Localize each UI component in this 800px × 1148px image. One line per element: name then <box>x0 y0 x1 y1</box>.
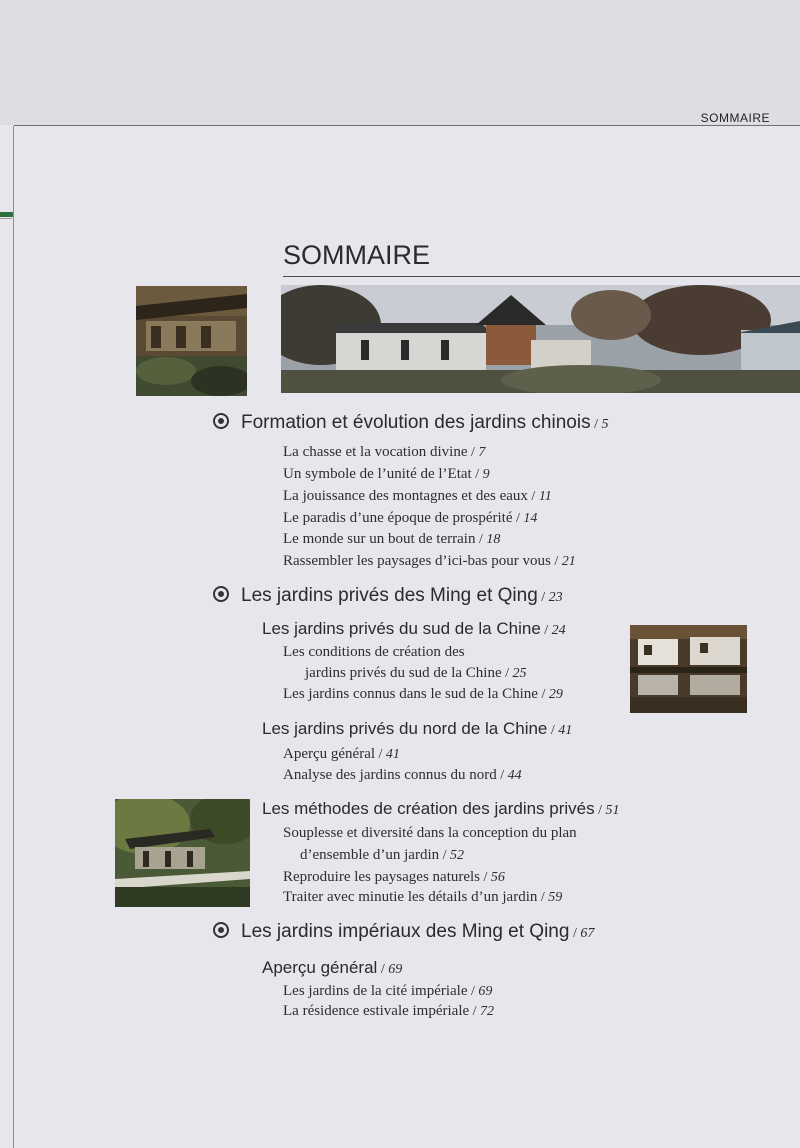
green-margin-mark <box>0 212 13 217</box>
subsection-heading <box>262 799 620 819</box>
separator: / <box>569 926 581 941</box>
separator: / <box>540 623 552 638</box>
left-margin-rule <box>13 126 14 1148</box>
entry-title-line2: jardins privés du sud de la Chine <box>305 665 502 681</box>
left-tick-rule <box>0 218 12 219</box>
separator: / <box>550 554 562 569</box>
entry-title: Les jardins connus dans le sud de la Chine <box>283 686 538 702</box>
page-number: 9 <box>482 467 490 482</box>
separator: / <box>537 590 549 605</box>
toc-entry <box>283 869 505 886</box>
entry-title: La chasse et la vocation divine <box>283 444 468 460</box>
photo-pavilion-corridor <box>136 286 247 396</box>
toc-entry <box>283 466 490 483</box>
page-number: 59 <box>548 890 563 905</box>
section-title: Les jardins impériaux des Ming et Qing <box>241 921 570 942</box>
separator: / <box>594 803 606 818</box>
subsection-heading <box>262 958 402 978</box>
separator: / <box>512 511 524 526</box>
page-number: 72 <box>480 1004 495 1019</box>
running-header: SOMMAIRE <box>700 111 770 125</box>
page-number: 29 <box>548 687 563 702</box>
separator: / <box>469 1004 481 1019</box>
header-rule <box>14 125 800 126</box>
subsection-heading <box>262 619 566 639</box>
entry-title: Un symbole de l’unité de l’Etat <box>283 466 472 482</box>
page-number: 14 <box>523 511 538 526</box>
toc-entry <box>283 1003 494 1020</box>
toc-entry <box>283 686 563 703</box>
photo-garden-gallery <box>115 799 250 907</box>
separator: / <box>375 747 386 762</box>
separator: / <box>467 445 479 460</box>
title-rule <box>283 276 800 277</box>
entry-title: Analyse des jardins connus du nord <box>283 767 497 783</box>
section-title: Les jardins privés des Ming et Qing <box>241 585 538 606</box>
entry-title: Aperçu général <box>283 746 376 762</box>
section-heading <box>213 585 563 607</box>
page-number: 52 <box>450 848 465 863</box>
entry-title-line1: Les conditions de création des <box>283 644 465 660</box>
toc-entry <box>283 531 500 548</box>
toc-entry <box>283 889 562 906</box>
entry-title: Traiter avec minutie les détails d’un jardin <box>283 889 538 905</box>
toc-entry <box>283 644 465 661</box>
separator: / <box>496 768 508 783</box>
subsection-title: Les méthodes de création des jardins privés <box>262 799 595 818</box>
separator: / <box>467 984 479 999</box>
page-number: 23 <box>548 590 563 605</box>
page-number: 11 <box>538 489 552 504</box>
entry-title: Le paradis d’une époque de prospérité <box>283 510 513 526</box>
separator: / <box>537 687 549 702</box>
separator: / <box>527 489 539 504</box>
page-title: SOMMAIRE <box>283 240 431 270</box>
subsection-title: Aperçu général <box>262 958 378 977</box>
toc-entry <box>283 488 552 505</box>
separator: / <box>590 417 602 432</box>
subsection-title: Les jardins privés du sud de la Chine <box>262 619 541 638</box>
page-number: 41 <box>385 747 400 762</box>
subsection-title: Les jardins privés du nord de la Chine <box>262 719 548 738</box>
toc-entry <box>300 847 464 864</box>
toc-entry <box>283 825 577 842</box>
entry-title: Rassembler les paysages d’ici-bas pour vous <box>283 553 551 569</box>
page-top-band <box>0 0 800 125</box>
separator: / <box>475 532 487 547</box>
entry-title: La jouissance des montagnes et des eaux <box>283 488 528 504</box>
page-number: 21 <box>561 554 576 569</box>
toc-entry <box>305 665 527 682</box>
separator: / <box>537 890 549 905</box>
page-number: 56 <box>490 870 505 885</box>
page-number: 69 <box>388 962 403 977</box>
page-number: 25 <box>512 666 527 681</box>
separator: / <box>471 467 483 482</box>
page-number: 24 <box>551 623 566 638</box>
entry-title: Le monde sur un bout de terrain <box>283 531 476 547</box>
double-circle-bullet-icon <box>213 413 229 429</box>
page-number: 5 <box>601 417 609 432</box>
entry-title-line2: d’ensemble d’un jardin <box>300 847 440 863</box>
toc-entry <box>283 746 400 763</box>
page-number: 41 <box>558 723 573 738</box>
section-title: Formation et évolution des jardins chinois <box>241 412 591 433</box>
page-number: 18 <box>486 532 501 547</box>
separator: / <box>480 870 491 885</box>
subsection-heading <box>262 719 572 739</box>
page-number: 67 <box>580 926 595 941</box>
separator: / <box>501 666 513 681</box>
double-circle-bullet-icon <box>213 586 229 602</box>
toc-entry <box>283 510 537 527</box>
page-number: 69 <box>478 984 493 999</box>
entry-title: Reproduire les paysages naturels <box>283 869 481 885</box>
toc-entry <box>283 444 485 461</box>
entry-title-line1: Souplesse et diversité dans la conception du plan <box>283 825 577 841</box>
toc-entry <box>283 553 576 570</box>
entry-title: La résidence estivale impériale <box>283 1003 470 1019</box>
photo-garden-panorama <box>281 285 800 393</box>
double-circle-bullet-icon <box>213 922 229 938</box>
toc-entry <box>283 767 522 784</box>
separator: / <box>439 848 451 863</box>
section-heading <box>213 921 594 943</box>
section-heading <box>213 412 608 434</box>
entry-title: Les jardins de la cité impériale <box>283 983 468 999</box>
separator: / <box>377 962 389 977</box>
photo-water-reflection <box>630 625 747 713</box>
page-number: 44 <box>507 768 522 783</box>
separator: / <box>547 723 559 738</box>
page-number: 51 <box>605 803 620 818</box>
page-number: 7 <box>478 445 486 460</box>
toc-entry <box>283 983 492 1000</box>
